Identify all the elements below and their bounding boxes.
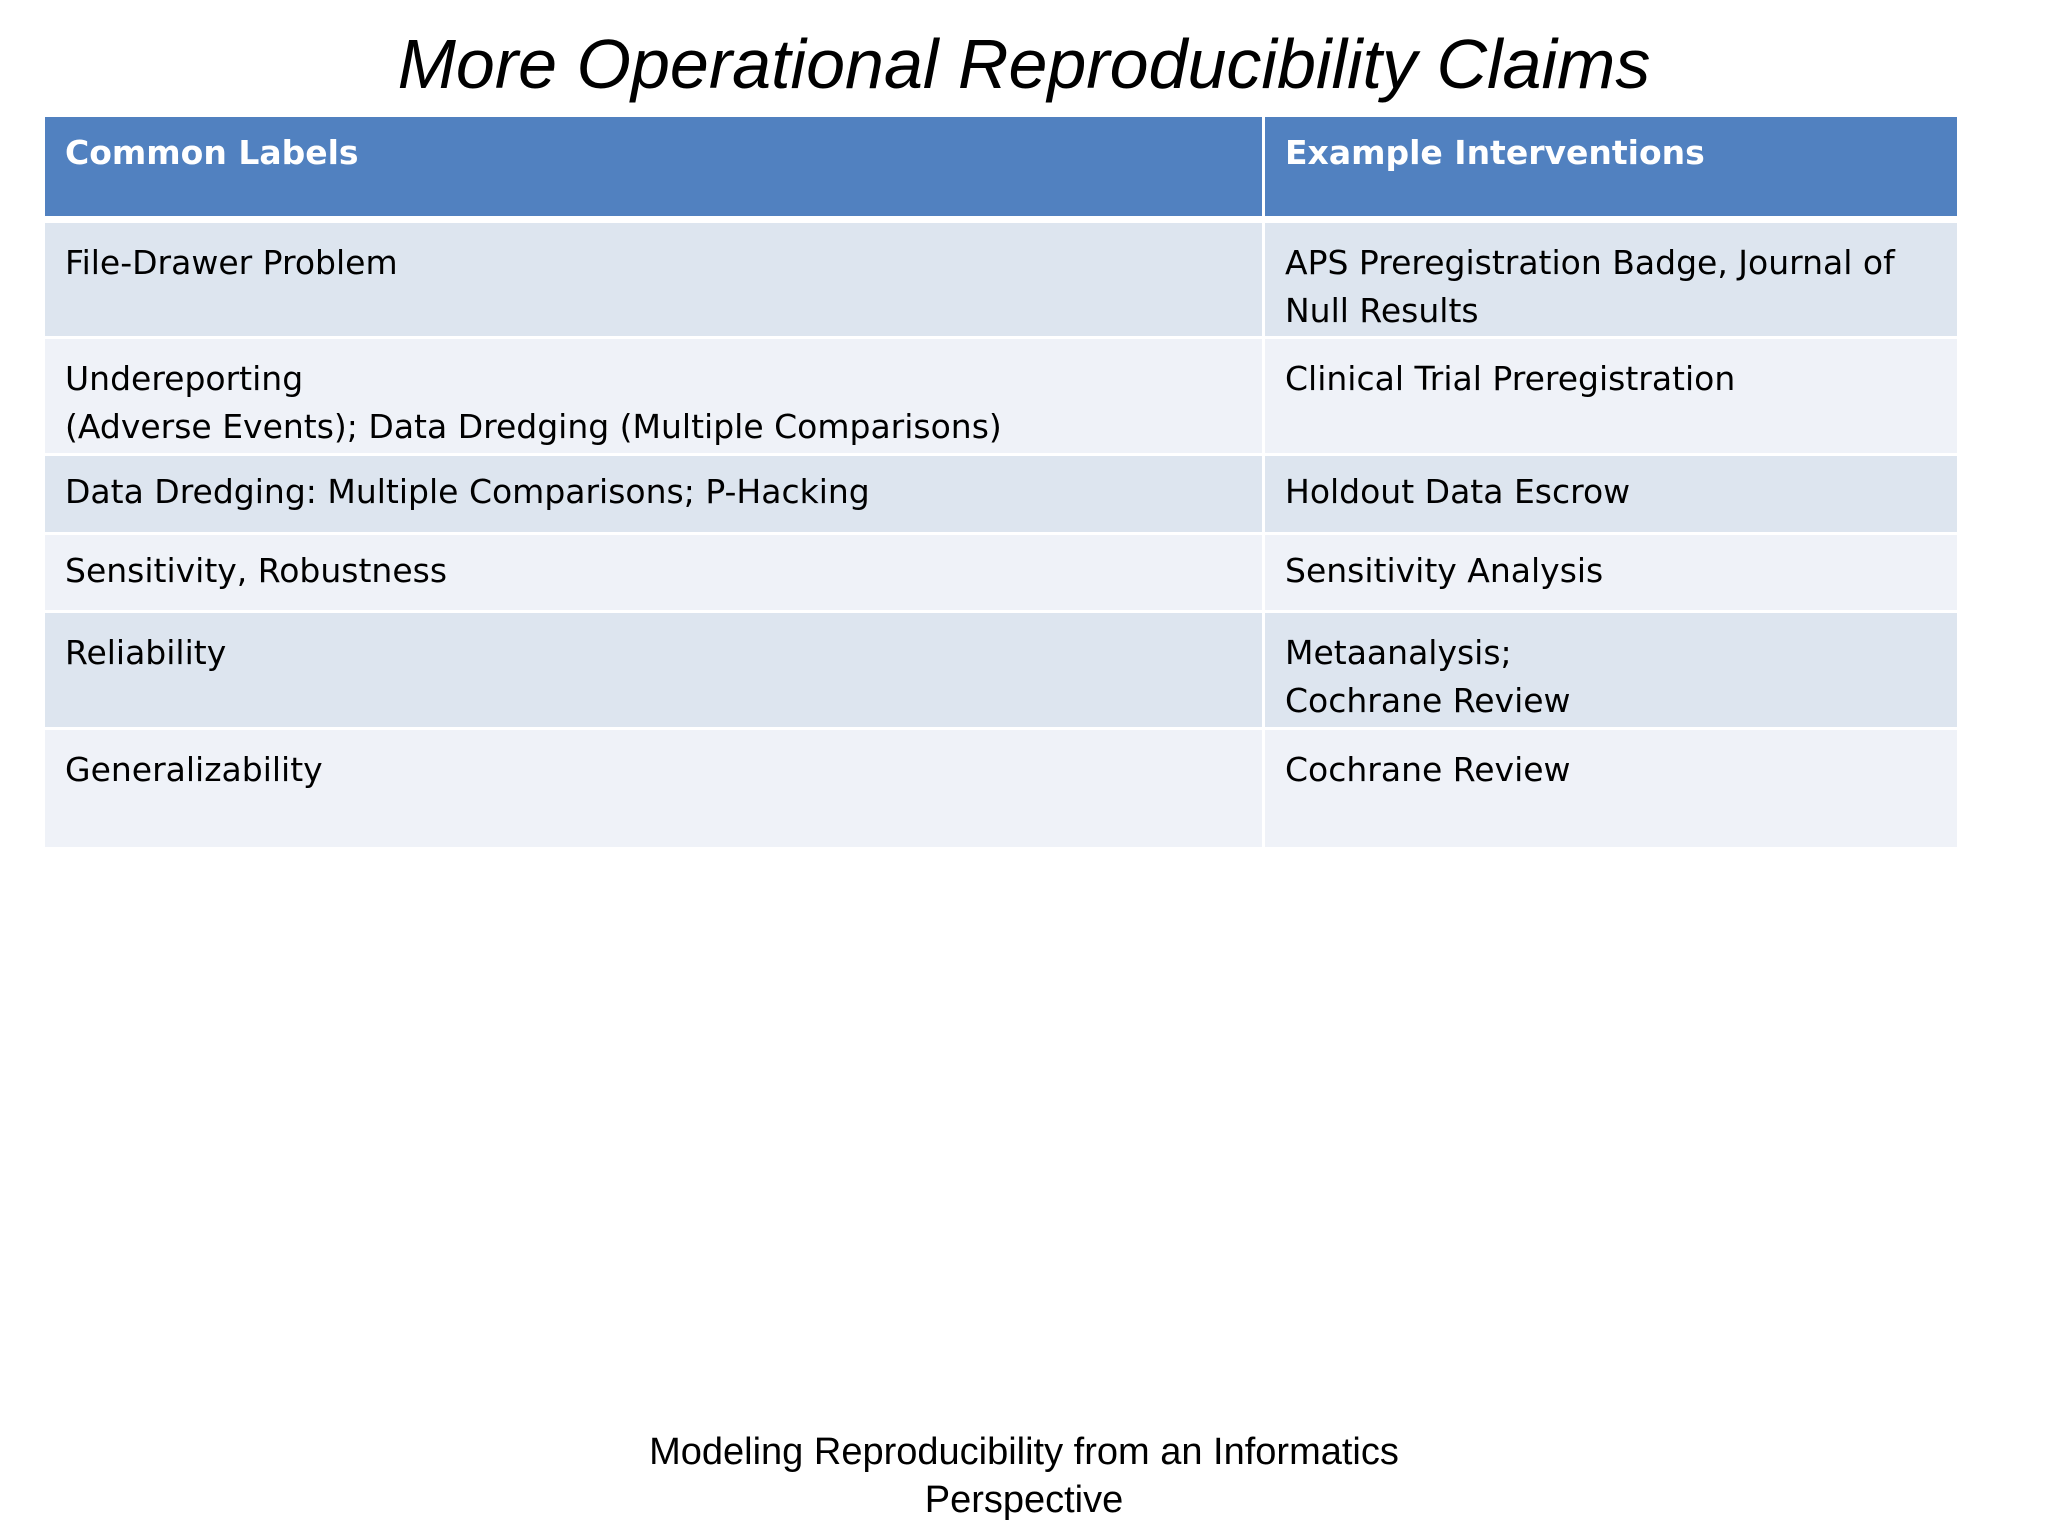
table-row [45, 730, 1957, 847]
intervention-cell: Sensitivity Analysis [1285, 551, 1604, 590]
table-header-row [45, 117, 1957, 223]
table-row [45, 456, 1957, 535]
intervention-cell: APS Preregistration Badge, Journal of Null Results [1285, 243, 1895, 330]
label-cell: Sensitivity, Robustness [45, 535, 1265, 610]
table-row [45, 613, 1957, 730]
label-cell: Reliability [45, 613, 1265, 727]
table-row [45, 223, 1957, 339]
table-row [45, 339, 1957, 456]
label-cell: Generalizability [45, 730, 1265, 847]
slide-title: More Operational Reproducibility Claims [397, 25, 1651, 103]
intervention-cell: Holdout Data Escrow [1285, 472, 1631, 511]
label-cell: Undereporting (Adverse Events); Data Dredging (Multiple Comparisons) [45, 339, 1265, 453]
header-common-labels: Common Labels [45, 117, 1265, 216]
intervention-cell: Metaanalysis; Cochrane Review [1285, 633, 1571, 720]
intervention-cell: Cochrane Review [1285, 750, 1571, 789]
header-example-interventions: Example Interventions [1285, 133, 1705, 172]
intervention-cell: Clinical Trial Preregistration [1285, 359, 1736, 398]
table-row [45, 535, 1957, 613]
label-cell: Data Dredging: Multiple Comparisons; P-Hacking [45, 456, 1265, 532]
claims-table [45, 117, 1957, 847]
slide-footer: Modeling Reproducibility from an Informatics Perspective [649, 1431, 1399, 1521]
label-cell: File-Drawer Problem [45, 223, 1265, 336]
